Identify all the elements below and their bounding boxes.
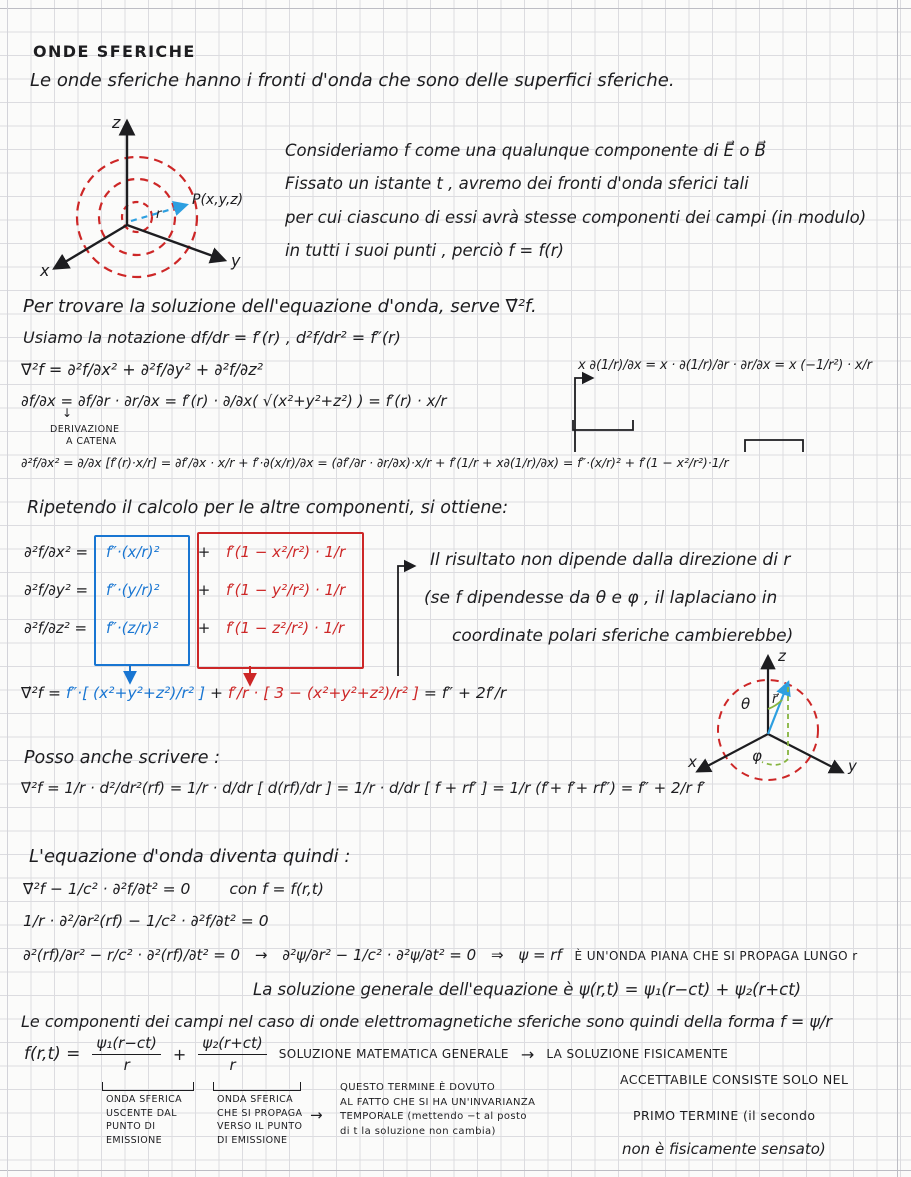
- note-line: di t la soluzione non cambia): [340, 1125, 496, 1137]
- label-line: CHE SI PROPAGA: [217, 1107, 303, 1119]
- arrow-glyph: →: [520, 1044, 535, 1064]
- eq-lhs: ∂²f/∂y² =: [24, 581, 89, 599]
- result-plus: +: [209, 684, 223, 702]
- result-red-term: f′/r · [ 3 − (x²+y²+z²)/r² ]: [227, 684, 419, 702]
- wavefront-axes-diagram: [28, 104, 273, 296]
- note-line: QUESTO TERMINE È DOVUTO: [340, 1082, 496, 1093]
- component-eq-z: [24, 619, 344, 637]
- eq-blue-term: f″·(x/r)²: [106, 543, 160, 561]
- under-bracket-incoming: [213, 1082, 301, 1091]
- chain-rule-arrow: ↓: [62, 406, 73, 420]
- eq-plus: +: [197, 581, 211, 599]
- physical-note-line2: PRIMO TERMINE (il secondo: [633, 1108, 816, 1123]
- paragraph-line: Consideriamo f come una qualunque componente di E⃗ o B⃗: [285, 141, 766, 160]
- eq-red-term: f′(1 − y²/r²) · 1/r: [226, 581, 346, 599]
- direction-note-line2: (se f dipendesse da θ e φ , il laplaciano in: [424, 588, 778, 608]
- notation-line: Usiamo la notazione df/dr = f′(r) , d²f/dr² = f″(r): [23, 328, 401, 347]
- second-derivative-eq: ∂²f/∂x² = ∂/∂x [f′(r)·x/r] = ∂f′/∂x · x/r + f′·∂(x/r)/∂x = (∂f′/∂r · ∂r/∂x)·x/r + f′(1/r + x∂(1/r)/∂x) = f″·(x/r)² + f′(1 − x²/r²)·1/r: [21, 455, 729, 470]
- components-lead: Ripetendo il calcolo per le altre componenti, si ottiene:: [27, 498, 509, 518]
- laplacian-sum: ∇⃗²f = ∂²f/∂x² + ∂²f/∂y² + ∂²f/∂z²: [21, 360, 264, 379]
- general-solution: La soluzione generale dell'equazione è ψ(r,t) = ψ₁(r−ct) + ψ₂(r+ct): [253, 980, 802, 999]
- final-solution-row: [24, 1034, 728, 1074]
- sidenote-pointer-arrow: [575, 378, 592, 452]
- alt-form-equation: ∇⃗²f = 1/r · d²/dr²(rf) = 1/r · d/dr [ d(rf)/dr ] = 1/r · d/dr [ f + rf′ ] = 1/r (f′+ f′+ rf″) = f″ + 2/r f′: [21, 779, 706, 797]
- label-line: ONDA SFERICA: [217, 1094, 294, 1105]
- label-line: USCENTE DAL: [106, 1107, 177, 1119]
- paragraph-line: per cui ciascuno di essi avrà stesse componenti dei campi (in modulo): [285, 207, 867, 227]
- note-line: TEMPORALE (mettendo −t al posto: [340, 1111, 527, 1122]
- fraction-numerator: ψ₁(r−ct): [92, 1034, 160, 1055]
- eq1: ∇⃗²f − 1/c² · ∂²f/∂t² = 0: [23, 880, 191, 898]
- implies-glyph: ⇒: [490, 946, 504, 964]
- outgoing-fraction: [92, 1034, 160, 1074]
- radius-label: r⃗: [772, 692, 778, 707]
- phi-arc: [762, 759, 788, 765]
- y-axis: [768, 734, 842, 772]
- radius-label: r: [156, 207, 162, 222]
- eq3: ∂²(rf)/∂r² − r/c² · ∂²(rf)/∂t² = 0: [23, 946, 241, 964]
- chain-rule-note-line1: DERIVAZIONE: [50, 424, 120, 435]
- paragraph-line: Fissato un istante t , avremo dei fronti d'onda sferici tali: [285, 174, 749, 194]
- fraction-numerator: ψ₂(r+ct): [198, 1034, 266, 1055]
- point-label: P(x,y,z): [192, 192, 244, 208]
- label-line: PUNTO DI: [106, 1121, 156, 1132]
- page-edge-bottom: [0, 1170, 911, 1171]
- laplacian-result-eq: [21, 684, 506, 702]
- z-axis-label: z: [778, 647, 786, 665]
- eq-plus: +: [197, 619, 211, 637]
- annotation-arrow: →: [310, 1106, 323, 1124]
- component-eq-x: [24, 543, 345, 561]
- intro-sentence: Le onde sferiche hanno i fronti d'onda che sono delle superfici sferiche.: [30, 70, 675, 91]
- chain-rule-note-line2: A CATENA: [66, 436, 117, 447]
- incoming-wave-label: [217, 1093, 302, 1147]
- fields-lead: Le componenti dei campi nel caso di onde elettromagnetiche sferiche sono quindi della forma f = ψ/r: [21, 1012, 832, 1031]
- note-line: AL FATTO CHE SI HA UN'INVARIANZA: [340, 1096, 536, 1108]
- psi-definition: ψ = rf: [518, 946, 562, 964]
- y-axis-label: y: [848, 757, 857, 775]
- eq-plus: +: [197, 543, 211, 561]
- page-edge-top: [0, 8, 911, 9]
- result-lhs: ∇⃗²f =: [21, 684, 61, 702]
- physical-note-line1: ACCETTABILE CONSISTE SOLO NEL: [620, 1072, 849, 1087]
- under-bracket-outgoing: [102, 1082, 194, 1091]
- x-axis-label: x: [688, 753, 697, 771]
- alt-form-lead: Posso anche scrivere :: [24, 748, 220, 768]
- incoming-fraction: [198, 1034, 266, 1074]
- side-derivation-note: x ∂(1/r)/∂x = x · ∂(1/r)/∂r · ∂r/∂x = x (−1/r²) · x/r: [578, 358, 872, 373]
- arrow-glyph: →: [254, 946, 268, 964]
- eq1-condition: con f = f(r,t): [229, 880, 324, 898]
- x-axis: [55, 225, 127, 268]
- eq-lhs: ∂²f/∂z² =: [24, 619, 88, 637]
- first-derivative-eq: ∂f/∂x = ∂f/∂r · ∂r/∂x = f′(r) · ∂/∂x( √(x²+y²+z²) ) = f′(r) · x/r: [21, 392, 447, 410]
- wave-equation-1: [23, 880, 324, 898]
- page-edge-right: [897, 0, 898, 1177]
- label-line: VERSO IL PUNTO: [217, 1121, 303, 1132]
- physical-solution-tag: LA SOLUZIONE FISICAMENTE: [546, 1047, 729, 1061]
- z-axis-label: z: [112, 113, 121, 132]
- fraction-denominator: r: [123, 1056, 130, 1074]
- general-solution-tag: SOLUZIONE MATEMATICA GENERALE: [278, 1047, 509, 1061]
- eq-blue-term: f″·(z/r)²: [106, 619, 159, 637]
- wave-equation-lead: L'equazione d'onda diventa quindi :: [29, 846, 351, 867]
- result-blue-term: f″·[ (x²+y²+z²)/r² ]: [65, 684, 206, 702]
- direction-note-connector: [398, 566, 414, 676]
- equation-term-bracket: [745, 440, 803, 452]
- fraction-denominator: r: [229, 1056, 236, 1074]
- theta-label: θ: [741, 695, 751, 713]
- wavefront-circle-outer: [77, 157, 197, 277]
- eq-red-term: f′(1 − x²/r²) · 1/r: [226, 543, 346, 561]
- spherical-coordinates-diagram: [686, 643, 906, 801]
- wave-equation-2: 1/r · ∂²/∂r²(rf) − 1/c² · ∂²f/∂t² = 0: [23, 912, 269, 930]
- eq-red-term: f′(1 − z²/r²) · 1/r: [226, 619, 345, 637]
- laplacian-lead: Per trovare la soluzione dell'equazione d'onda, serve ∇⃗²f.: [23, 296, 537, 317]
- direction-note-line3: coordinate polari sferiche cambierebbe): [452, 626, 794, 646]
- paragraph-line: in tutti i suoi punti , perciò f = f(r): [285, 241, 564, 261]
- eq3-psi: ∂²ψ/∂r² − 1/c² · ∂²ψ/∂t² = 0: [282, 946, 477, 964]
- page-edge-left: [7, 0, 8, 1177]
- eq-blue-term: f″·(y/r)²: [106, 581, 160, 599]
- time-invariance-note: [340, 1081, 535, 1139]
- y-axis: [127, 225, 224, 260]
- page-title: ONDE SFERICHE: [33, 42, 196, 61]
- physical-note-line3: non è fisicamente sensato): [622, 1140, 826, 1158]
- eq-lhs: ∂²f/∂x² =: [24, 543, 89, 561]
- y-axis-label: y: [231, 251, 241, 270]
- phi-label: φ: [752, 747, 762, 765]
- x-axis-label: x: [40, 261, 50, 280]
- field-component-paragraph: [285, 134, 866, 268]
- plus-sign: +: [172, 1044, 187, 1064]
- wavefront-circle-middle: [99, 179, 175, 255]
- plane-wave-note: È UN'ONDA PIANA CHE SI PROPAGA LUNGO r: [574, 949, 858, 963]
- solution-lhs: f(r,t) =: [24, 1044, 81, 1064]
- label-line: DI EMISSIONE: [217, 1134, 288, 1146]
- outgoing-wave-label: [106, 1093, 182, 1147]
- component-eq-y: [24, 581, 345, 599]
- result-rhs: = f″ + 2f′/r: [423, 684, 507, 702]
- sidenote-bracket: [573, 420, 633, 430]
- label-line: ONDA SFERICA: [106, 1094, 183, 1105]
- direction-note-line1: Il risultato non dipende dalla direzione di r: [430, 550, 791, 570]
- label-line: EMISSIONE: [106, 1134, 163, 1146]
- wave-equation-3: [23, 946, 858, 964]
